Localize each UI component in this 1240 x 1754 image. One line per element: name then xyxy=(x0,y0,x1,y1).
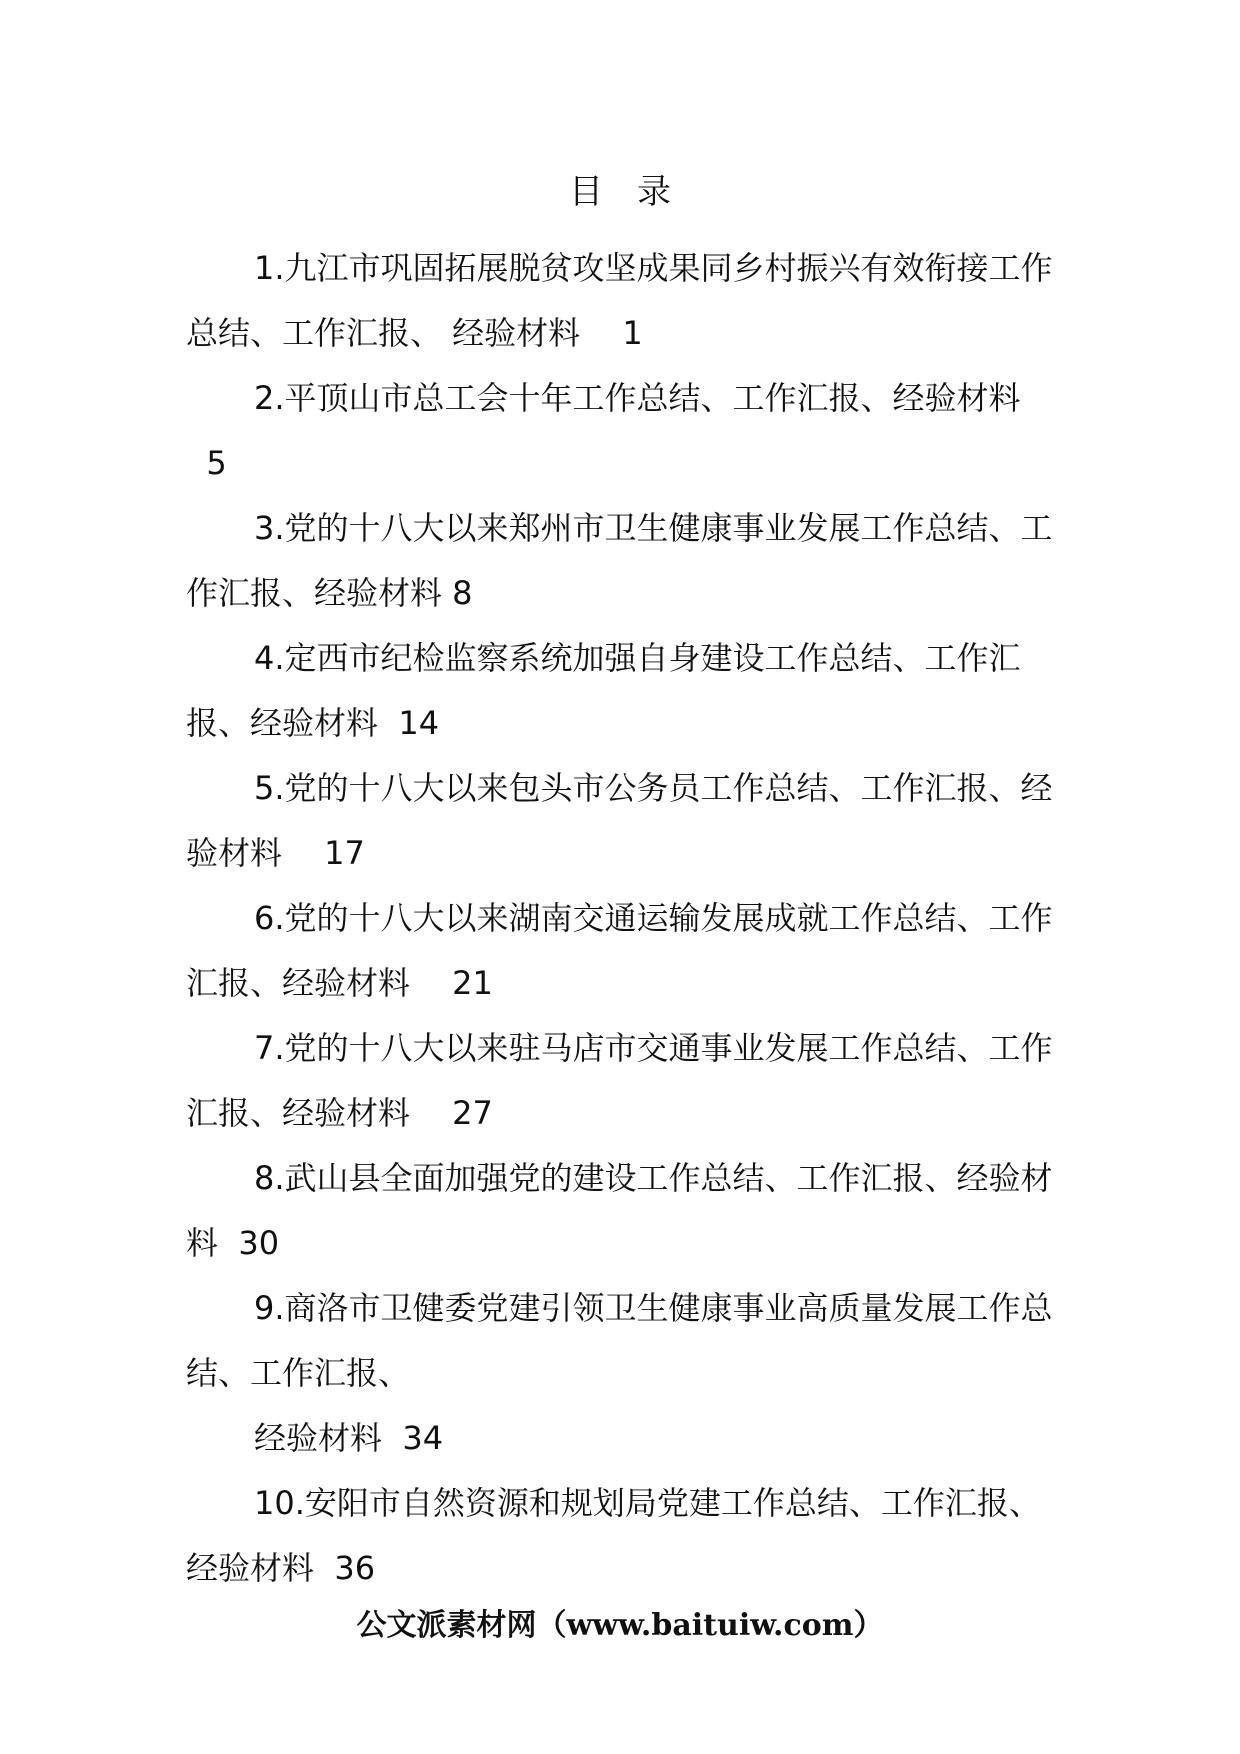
toc-entry xyxy=(186,236,1054,366)
toc-entry-text: 5.党的十八大以来包头市公务员工作总结、工作汇报、经验材料 17 xyxy=(186,769,1053,872)
toc-entry-text: 7.党的十八大以来驻马店市交通事业发展工作总结、工作汇报、经验材料 27 xyxy=(186,1029,1053,1132)
toc-entry xyxy=(186,1471,1054,1601)
toc-entry-text: 2.平顶山市总工会十年工作总结、工作汇报、经验材料 5 xyxy=(206,379,1021,482)
toc-entry xyxy=(186,756,1054,886)
toc-entry xyxy=(186,1016,1054,1146)
toc-entry-text: 4.定西市纪检监察系统加强自身建设工作总结、工作汇报、经验材料 14 xyxy=(186,639,1021,742)
toc-list xyxy=(186,236,1054,1601)
toc-entry xyxy=(186,886,1054,1016)
toc-entry xyxy=(186,1146,1054,1276)
watermark-footer: 公文派素材网（www.baituiw.com） xyxy=(356,1608,884,1643)
toc-entry-text: 10.安阳市自然资源和规划局党建工作总结、工作汇报、经验材料 36 xyxy=(186,1484,1041,1587)
toc-entry-text: 8.武山县全面加强党的建设工作总结、工作汇报、经验材料 30 xyxy=(186,1159,1053,1262)
toc-title: 目 录 xyxy=(569,172,671,212)
toc-entry xyxy=(186,1276,1054,1471)
toc-entry xyxy=(186,496,1054,626)
toc-entry xyxy=(186,626,1054,756)
toc-entry-text: 9.商洛市卫健委党建引领卫生健康事业高质量发展工作总结、工作汇报、 xyxy=(186,1289,1053,1392)
toc-entry xyxy=(186,366,1054,496)
toc-entry-continuation: 经验材料 34 xyxy=(254,1419,444,1457)
toc-entry-text: 6.党的十八大以来湖南交通运输发展成就工作总结、工作汇报、经验材料 21 xyxy=(186,899,1053,1002)
toc-entry-text: 3.党的十八大以来郑州市卫生健康事业发展工作总结、工作汇报、经验材料 8 xyxy=(186,509,1053,612)
toc-entry-text: 1.九江市巩固拓展脱贫攻坚成果同乡村振兴有效衔接工作总结、工作汇报、 经验材料 1 xyxy=(186,249,1053,352)
